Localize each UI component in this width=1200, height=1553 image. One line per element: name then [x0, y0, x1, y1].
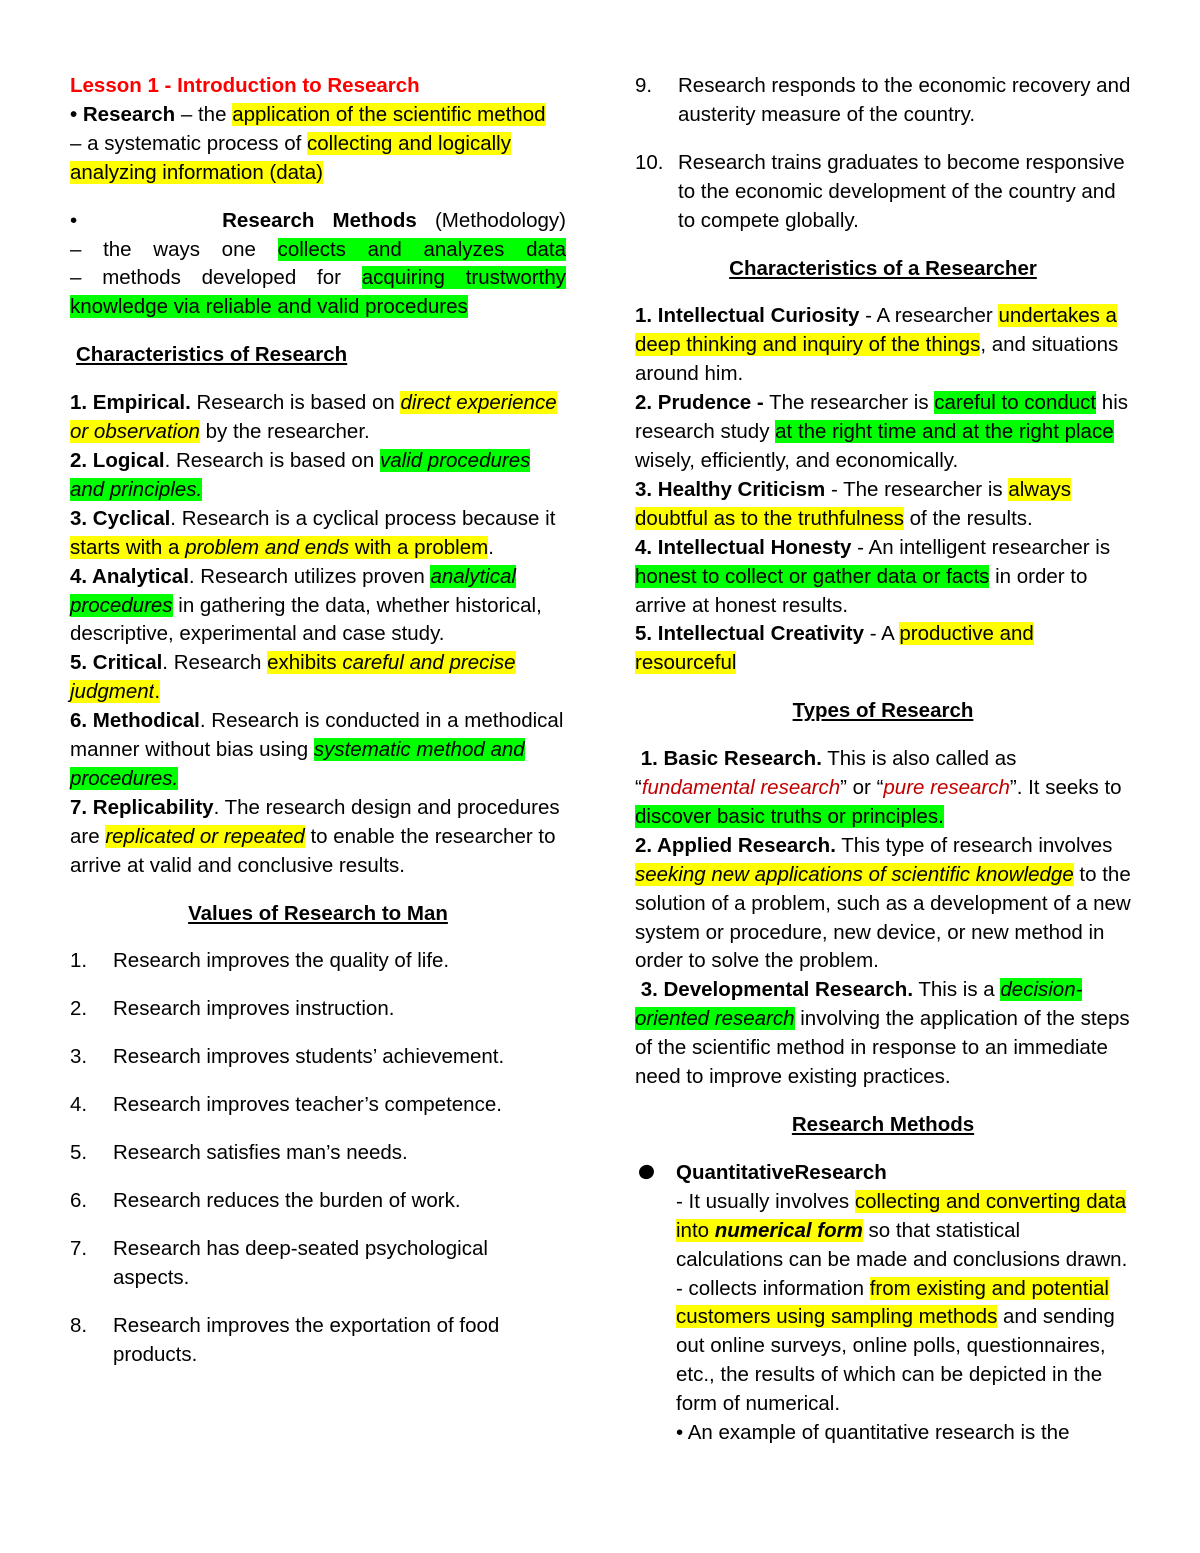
definition-highlight: application of the scientific method — [232, 102, 546, 126]
values-heading: Values of Research to Man — [188, 901, 448, 925]
list-item: 6. Research reduces the burden of work. — [70, 1189, 461, 1212]
methods-definition-line2: – methods developed for acquiring trustworthy knowledge via reliable and valid procedures — [70, 266, 566, 319]
characteristic-item: 2. Logical. Research is based on valid procedures and principles. — [70, 448, 531, 501]
list-item: 1. Research improves the quality of life. — [70, 949, 450, 973]
methods-definition-line1: – the ways one collects and analyzes data — [70, 237, 566, 261]
characteristic-item: 6. Methodical. Research is conducted in a methodical manner without bias using systematic method and procedures. — [70, 709, 564, 790]
methods-definition-heading: • Research Methods (Methodology) — [70, 208, 566, 232]
characteristic-item: 5. Critical. Research exhibits careful and precise judgment. — [70, 651, 516, 704]
researcher-item: 2. Prudence - The researcher is careful to conduct his research study at the right time and at the right place wisely, efficiently, and economically. — [635, 391, 1129, 472]
list-item: 4. Research improves teacher’s competence. — [70, 1093, 502, 1117]
list-item: 8. Research improves the exportation of food products. — [70, 1313, 500, 1366]
types-heading: Types of Research — [792, 699, 974, 723]
type-item: 1. Basic Research. This is also called as “fundamental research” or “pure research”. It seeks to discover basic truths or principles. — [635, 747, 1122, 828]
list-item: 5. Research satisfies man’s needs. — [70, 1141, 408, 1165]
values-list-continued — [635, 72, 1131, 236]
definition-highlight-2: collecting and logically analyzing information (data) — [70, 131, 511, 184]
list-item: 10. Research trains graduates to become responsive to the economic development of the country and to compete globally. — [635, 150, 1125, 232]
list-item: 9. Research responds to the economic recovery and austerity measure of the country. — [635, 74, 1131, 126]
researcher-item: 3. Healthy Criticism - The researcher is always doubtful as to the truthfulness of the results. — [635, 477, 1071, 530]
characteristics-heading: Characteristics of Research — [76, 343, 348, 367]
type-item: 3. Developmental Research. This is a decision-oriented research involving the application of the steps of the scientific method in response to an immediate need to improve existing practices. — [635, 978, 1130, 1089]
researcher-item: 1. Intellectual Curiosity - A researcher undertakes a deep thinking and inquiry of the things, and situations around him. — [635, 304, 1119, 386]
lesson-title: Lesson 1 - Introduction to Research — [70, 74, 420, 97]
list-item: 3. Research improves students’ achievement. — [70, 1045, 505, 1069]
quantitative-research: QuantitativeResearch - It usually involves collecting and converting data into numerical form so that statistical calculations can be made and conclusions drawn. - collects information from existing and potential customers using sampling methods and sending out online surveys, online polls, questionnaires, etc., the results of which can be depicted in the form of numerical. • An example of quantitative research is the — [635, 1159, 1131, 1448]
list-item: 7. Research has deep-seated psychological aspects. — [70, 1236, 488, 1289]
bullet-icon — [635, 1159, 676, 1448]
researcher-heading: Characteristics of a Researcher — [729, 256, 1037, 280]
type-item: 2. Applied Research. This type of research involves seeking new applications of scientific knowledge to the solution of a problem, such as a development of a new system or procedure, new device, or new method in order to solve the problem. — [635, 833, 1131, 973]
research-term: Research — [82, 102, 176, 126]
values-list — [70, 947, 566, 1369]
researcher-item: 5. Intellectual Creativity - A productive and resourceful — [635, 622, 1034, 675]
characteristic-item: 7. Replicability. The research design and procedures are replicated or repeated to enable the researcher to arrive at valid and conclusive results. — [70, 795, 560, 877]
right-column — [635, 72, 1131, 1448]
characteristic-item: 4. Analytical. Research utilizes proven analytical procedures in gathering the data, whether historical, descriptive, experimental and case study. — [70, 564, 542, 646]
quantitative-title: QuantitativeResearch — [676, 1160, 887, 1184]
researcher-item: 4. Intellectual Honesty - An intelligent researcher is honest to collect or gather data or facts in order to arrive at honest results. — [635, 535, 1111, 617]
characteristic-item: 1. Empirical. Research is based on direct experience or observation by the researcher. — [70, 391, 557, 444]
research-definition: • Research – the application of the scientific method – a systematic process of collecting and logically analyzing information (data) — [70, 102, 546, 184]
methods-heading: Research Methods — [791, 1113, 975, 1136]
left-column — [70, 72, 566, 1370]
list-item: 2. Research improves instruction. — [70, 997, 395, 1021]
characteristic-item: 3. Cyclical. Research is a cyclical process because it starts with a problem and ends with a problem. — [70, 506, 556, 559]
